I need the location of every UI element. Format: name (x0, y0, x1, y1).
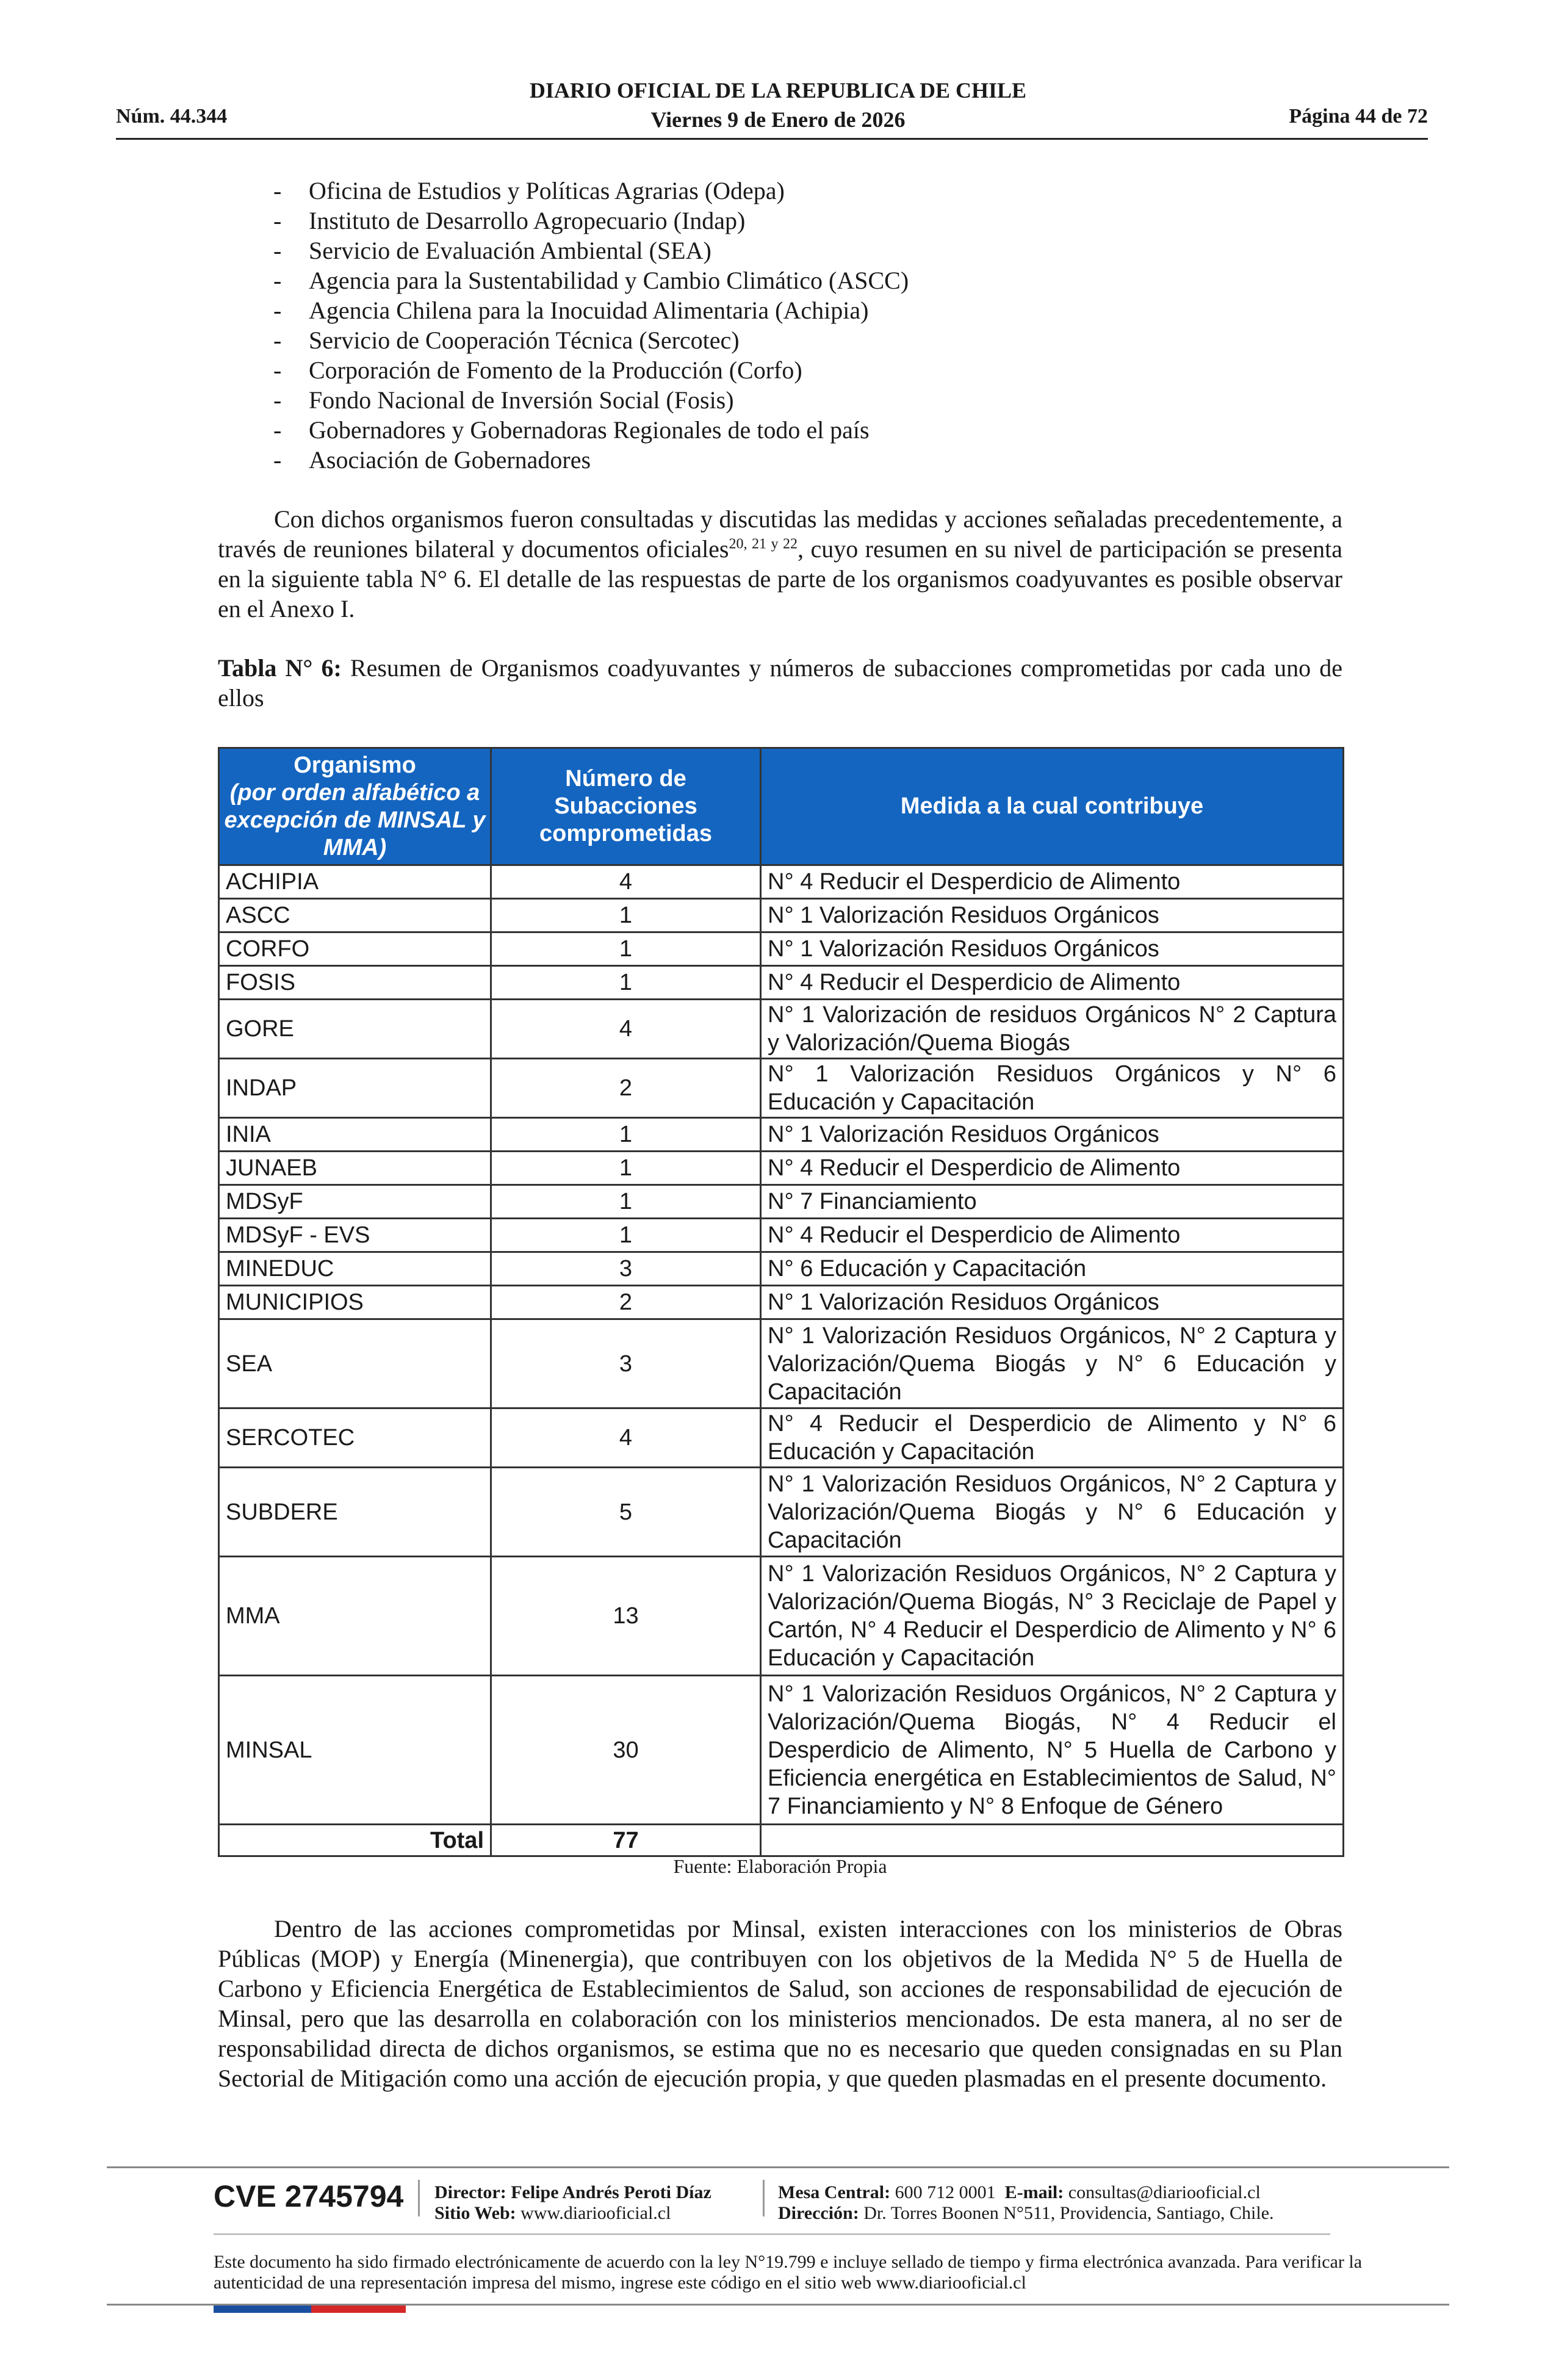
cell-organismo: FOSIS (219, 966, 491, 1000)
list-item: - Fondo Nacional de Inversión Social (Fosis) (273, 386, 734, 414)
cell-medida: N° 1 Valorización Residuos Orgánicos, N° 2 Captura y Valorización/Quema Biogás y N° 6 Educación y Capacitación (761, 1319, 1344, 1408)
cell-organismo: ASCC (219, 899, 491, 932)
cell-subacciones: 4 (491, 1408, 761, 1468)
cell-medida: N° 1 Valorización Residuos Orgánicos (761, 932, 1344, 966)
table-row (219, 1557, 1344, 1676)
header-organismo: Organismo (por orden alfabético a excepción de MINSAL y MMA) (219, 748, 491, 865)
cell-organismo: SEA (219, 1319, 491, 1408)
total-label: Total (219, 1825, 491, 1856)
cell-medida: N° 1 Valorización Residuos Orgánicos (761, 1286, 1344, 1319)
table-row (219, 1319, 1344, 1408)
cell-subacciones: 1 (491, 1152, 761, 1185)
table-row (219, 966, 1344, 1000)
list-item: - Oficina de Estudios y Políticas Agrarias (Odepa) (273, 177, 785, 204)
cell-subacciones: 1 (491, 932, 761, 966)
cell-organismo: MMA (219, 1557, 491, 1676)
list-item: - Agencia Chilena para la Inocuidad Alimentaria (Achipia) (273, 297, 869, 324)
cell-medida: N° 1 Valorización Residuos Orgánicos y N° 6 Educación y Capacitación (761, 1059, 1344, 1118)
table-row (219, 1000, 1344, 1059)
cell-organismo: MINSAL (219, 1676, 491, 1825)
cell-subacciones: 1 (491, 1118, 761, 1152)
table-header-row (219, 748, 1344, 865)
list-item: - Agencia para la Sustentabilidad y Cambio Climático (ASCC) (273, 267, 909, 294)
cell-subacciones: 5 (491, 1468, 761, 1557)
cell-subacciones: 1 (491, 966, 761, 1000)
flag-stripe-red (311, 2306, 406, 2313)
footer-director-block: Director: Felipe Andrés Peroti Díaz Sitio Web: www.diariooficial.cl (434, 2182, 711, 2223)
cell-subacciones: 30 (491, 1676, 761, 1825)
cell-medida: N° 4 Reducir el Desperdicio de Alimento y N° 6 Educación y Capacitación (761, 1408, 1344, 1468)
cell-organismo: MDSyF (219, 1185, 491, 1219)
cell-organismo: MINEDUC (219, 1252, 491, 1286)
table-row (219, 1152, 1344, 1185)
flag-stripe-blue (214, 2306, 311, 2313)
table-row (219, 932, 1344, 966)
table-body (219, 865, 1344, 1856)
table-row (219, 1118, 1344, 1152)
cell-medida: N° 4 Reducir el Desperdicio de Alimento (761, 1152, 1344, 1185)
footer-divider (214, 2234, 1330, 2235)
issue-number: Núm. 44.344 (116, 105, 228, 128)
email-link[interactable]: consultas@diariooficial.cl (1068, 2182, 1261, 2202)
table-caption: Tabla N° 6: Resumen de Organismos coadyuvantes y números de subacciones comprometidas por cada uno de ellos (218, 654, 1342, 712)
cve-code: CVE 2745794 (214, 2179, 404, 2213)
cell-organismo: GORE (219, 1000, 491, 1059)
cell-medida: N° 4 Reducir el Desperdicio de Alimento (761, 966, 1344, 1000)
cell-medida: N° 4 Reducir el Desperdicio de Alimento (761, 1219, 1344, 1252)
closing-paragraph: Dentro de las acciones comprometidas por Minsal, existen interacciones con los ministerios de Obras Públicas (MOP) y Energía (Minenergia), que contribuyen con los objetivos de la Medida N° 5 de Huella de Carbono y Eficiencia Energética de Establecimientos de Salud, son acciones de responsabilidad de ejecución de Minsal, pero que las desarrolla en colaboración con los ministerios mencionados. De esta manera, al no ser de responsabilidad directa de dichos organismos, se estima que no es necesario que queden consignadas en su Plan Sectorial de Mitigación como una acción de ejecución propia, y que queden plasmadas en el presente documento. (218, 1915, 1342, 2092)
cell-subacciones: 1 (491, 899, 761, 932)
footnote-refs: 20, 21 y 22 (729, 536, 798, 552)
table-row (219, 1676, 1344, 1825)
footer-separator (763, 2180, 765, 2216)
publication-date: Viernes 9 de Enero de 2026 (650, 107, 906, 132)
header-divider (116, 138, 1428, 140)
publication-title: DIARIO OFICIAL DE LA REPUBLICA DE CHILE (529, 78, 1027, 103)
table-source: Fuente: Elaboración Propia (673, 1855, 887, 1877)
cell-organismo: MDSyF - EVS (219, 1219, 491, 1252)
cell-organismo: CORFO (219, 932, 491, 966)
header-subacciones: Número de Subacciones comprometidas (491, 748, 761, 865)
intro-paragraph: Con dichos organismos fueron consultadas y discutidas las medidas y acciones señaladas precedentemente, a través de reuniones bilateral y documentos oficiales$^{20, 21 y 22}$, cuyo resumen en su nivel de participación se presenta en la siguiente tabla N° 6. El detalle de las respuestas de parte de los organismos coadyuvantes es posible observar en el Anexo I. (218, 505, 1342, 622)
table-row (219, 1468, 1344, 1557)
cell-subacciones: 13 (491, 1557, 761, 1676)
list-item: - Servicio de Evaluación Ambiental (SEA) (273, 237, 711, 264)
cell-organismo: INIA (219, 1118, 491, 1152)
cell-subacciones: 1 (491, 1185, 761, 1219)
footer-divider (107, 2166, 1449, 2168)
cell-medida: N° 4 Reducir el Desperdicio de Alimento (761, 865, 1344, 899)
list-item: - Servicio de Cooperación Técnica (Sercotec) (273, 326, 740, 354)
cell-medida: N° 1 Valorización Residuos Orgánicos, N° 2 Captura y Valorización/Quema Biogás, N° 3 Reciclaje de Papel y Cartón, N° 4 Reducir el Desperdicio de Alimento y N° 6 Educación y Capacitación (761, 1557, 1344, 1676)
table-row (219, 899, 1344, 932)
header-medida: Medida a la cual contribuye (761, 748, 1344, 865)
list-item: - Corporación de Fomento de la Producción (Corfo) (273, 356, 802, 384)
cell-subacciones: 3 (491, 1252, 761, 1286)
table-row (219, 865, 1344, 899)
table-row (219, 1286, 1344, 1319)
cell-medida: N° 6 Educación y Capacitación (761, 1252, 1344, 1286)
total-value: 77 (491, 1825, 761, 1856)
cell-medida: N° 1 Valorización Residuos Orgánicos, N° 2 Captura y Valorización/Quema Biogás y N° 6 Educación y Capacitación (761, 1468, 1344, 1557)
list-item: - Asociación de Gobernadores (273, 446, 591, 474)
organism-list (273, 176, 1433, 475)
cell-organismo: JUNAEB (219, 1152, 491, 1185)
table-row (219, 1219, 1344, 1252)
website-link[interactable]: www.diariooficial.cl (520, 2203, 671, 2223)
cell-organismo: SERCOTEC (219, 1408, 491, 1468)
cell-subacciones: 3 (491, 1319, 761, 1408)
cell-organismo: SUBDERE (219, 1468, 491, 1557)
table-row (219, 1408, 1344, 1468)
cell-medida: N° 1 Valorización Residuos Orgánicos, N° 2 Captura y Valorización/Quema Biogás, N° 4 Reducir el Desperdicio de Alimento, N° 5 Huella de Carbono y Eficiencia energética en Establecimientos de Salud, N° 7 Financiamiento y N° 8 Enfoque de Género (761, 1676, 1344, 1825)
cell-medida: N° 7 Financiamiento (761, 1185, 1344, 1219)
organisms-table (218, 747, 1344, 1857)
footer-contact-block: Mesa Central: 600 712 0001 E-mail: consultas@diariooficial.cl Dirección: Dr. Torres Boonen N°511, Providencia, Santiago, Chile. (778, 2182, 1274, 2223)
table-total-row (219, 1825, 1344, 1856)
cell-organismo: ACHIPIA (219, 865, 491, 899)
list-item: - Gobernadores y Gobernadoras Regionales de todo el país (273, 416, 870, 444)
list-item: - Instituto de Desarrollo Agropecuario (Indap) (273, 207, 746, 234)
total-empty-cell (761, 1825, 1344, 1856)
cell-medida: N° 1 Valorización de residuos Orgánicos N° 2 Captura y Valorización/Quema Biogás (761, 1000, 1344, 1059)
cell-subacciones: 2 (491, 1059, 761, 1118)
footer-separator (418, 2180, 420, 2216)
table-row (219, 1185, 1344, 1219)
table-row (219, 1252, 1344, 1286)
cell-subacciones: 2 (491, 1286, 761, 1319)
cell-medida: N° 1 Valorización Residuos Orgánicos (761, 899, 1344, 932)
cell-subacciones: 1 (491, 1219, 761, 1252)
page-indicator: Página 44 de 72 (1289, 105, 1428, 128)
cell-subacciones: 4 (491, 865, 761, 899)
cell-medida: N° 1 Valorización Residuos Orgánicos (761, 1118, 1344, 1152)
cell-subacciones: 4 (491, 1000, 761, 1059)
table-row (219, 1059, 1344, 1118)
cell-organismo: INDAP (219, 1059, 491, 1118)
cell-organismo: MUNICIPIOS (219, 1286, 491, 1319)
signature-note: Este documento ha sido firmado electrónicamente de acuerdo con la ley N°19.799 e incluye sellado de tiempo y firma electrónica avanzada. Para verificar la autenticidad de una representación impresa del mismo, ingrese este código en el sitio web www.diariooficial.cl (214, 2252, 1363, 2293)
